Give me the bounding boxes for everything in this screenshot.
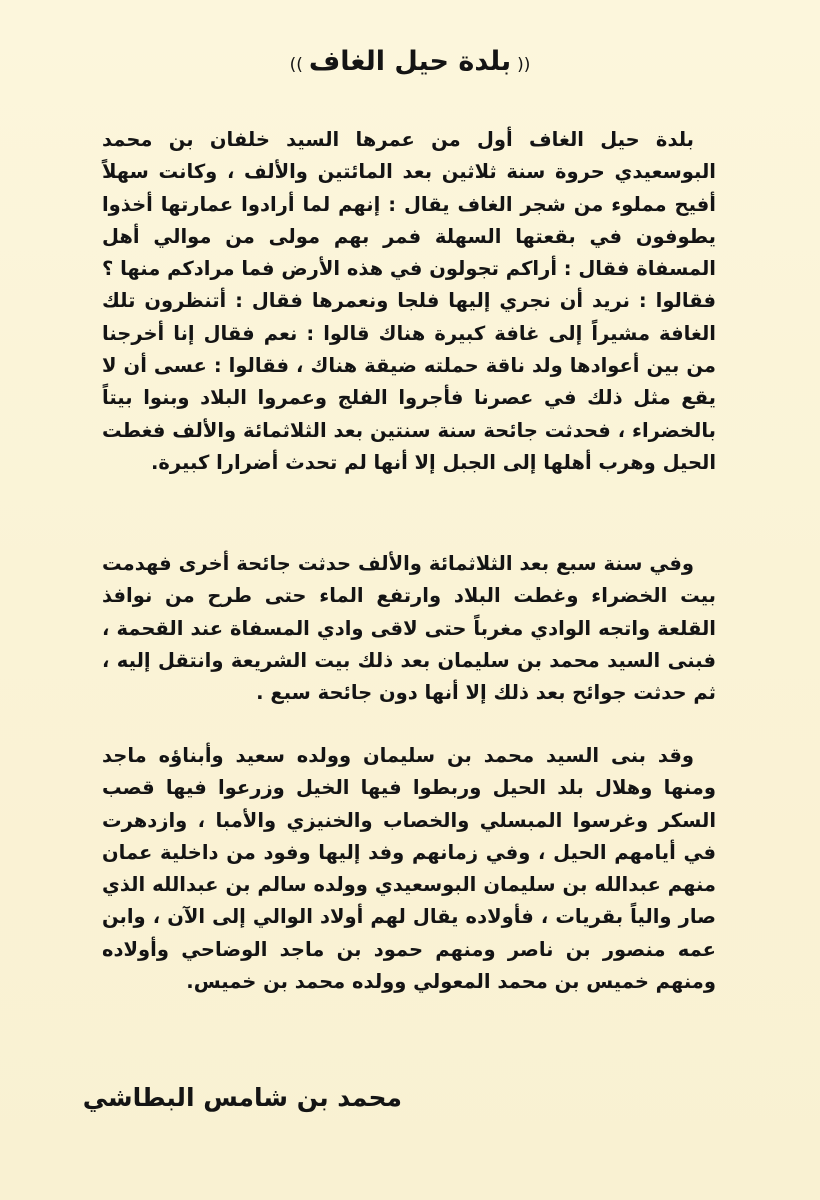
title-open-quote: (( [517,55,531,75]
paragraph-2: وفي سنة سبع بعد الثلاثمائة والألف حدثت جائحة أخرى فهدمت بيت الخضراء وغطت البلاد وارتفع الماء حتى طرح من نوافذ القلعة واتجه الوادي مغرباً حتى لاقى وادي المسفاة عند القحمة ، فبنى السيد محمد بن سليمان بعد ذلك بيت الشريعة وانتقل إليه ، ثم حدثت جوائح بعد ذلك إلا أنها دون جائحة سبع . [102,552,716,705]
title-text: بلدة حيل الغاف [308,46,512,77]
author-signature: محمد بن شامس البطاشي [82,1083,402,1112]
document-title [0,42,820,85]
paragraph-3: وقد بنى السيد محمد بن سليمان وولده سعيد وأبناؤه ماجد ومنها وهلال بلد الحيل وربطوا فيها الخيل وزرعوا فيها قصب السكر وغرسوا المبسلي والخصاب والخنيزي والأمبا ، وازدهرت في أيامهم الحيل ، وفي زمانهم وفد إليها وفود من داخلية عمان منهم عبدالله بن سليمان البوسعيدي وولده سالم بن عبدالله الذي صار والياً بقريات ، فأولاده يقال لهم أولاد الوالي إلى الآن ، وابن عمه منصور بن ناصر ومنهم حمود بن ماجد الوضاحي وأولاده ومنهم خميس بن محمد المعولي وولده محمد بن خميس. [102,744,716,994]
title-close-quote: )) [289,55,303,75]
paragraph-1: بلدة حيل الغاف أول من عمرها السيد خلفان بن محمد البوسعيدي حروة سنة ثلاثين بعد المائتين والألف ، وكانت سهلاً أفيح مملوء من شجر الغاف يقال : إنهم لما أرادوا عمارتها أخذوا يطوفون في بقعتها السهلة فمر بهم مولى من موالي أهل المسفاة فقال : أراكم تجولون في هذه الأرض فما مرادكم منها ؟ فقالوا : نريد أن نجري إليها فلجا ونعمرها فقال : أتنظرون تلك الغافة مشيراً إلى غافة كبيرة هناك قالوا : نعم فقال إنا أخرجنا من بين أعوادها ولد ناقة حملته ضيقة هناك ، فقالوا : عسى أن لا يقع مثل ذلك في عصرنا فأجروا الفلج وعمروا البلاد وبنوا بيتاً بالخضراء ، فحدثت جائحة سنة سنتين بعد الثلاثمائة والألف فغطت الحيل وهرب أهلها إلى الجبل إلا أنها لم تحدث أضرارا كبيرة. [101,128,716,474]
